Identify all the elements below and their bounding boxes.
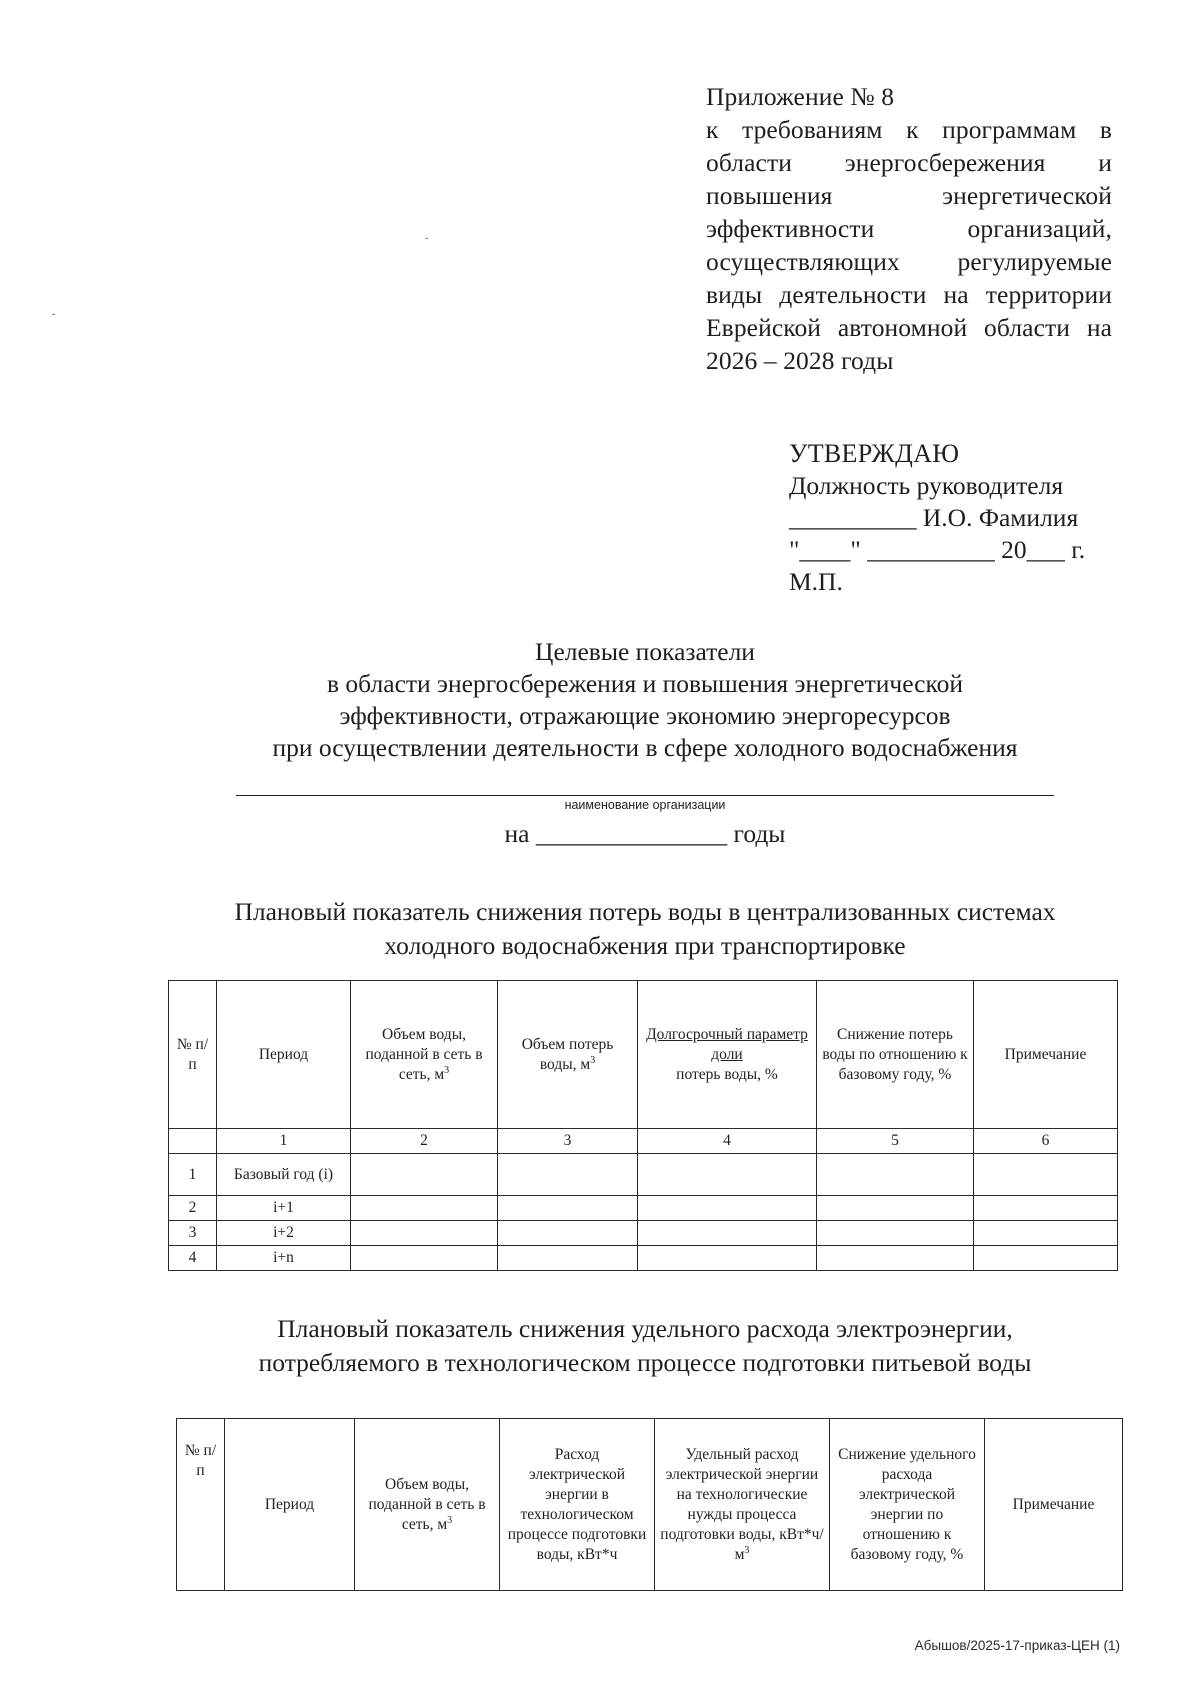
table-row (169, 1196, 1118, 1221)
cell-losses (498, 1221, 638, 1246)
table1-column-numbers-row (169, 1129, 1118, 1154)
organization-name-line (236, 795, 1054, 796)
cell-reduction (817, 1221, 974, 1246)
cell-losses (498, 1246, 638, 1271)
table1-header-losses: Объем потерь воды, $м^3$ (498, 981, 638, 1129)
table1-colnum: 3 (498, 1129, 638, 1154)
table-row (169, 1154, 1118, 1196)
cell-volume (351, 1246, 498, 1271)
row-num: 3 (169, 1221, 217, 1246)
approval-heading: УТВЕРЖДАЮ (789, 439, 960, 468)
table1-colnum: 1 (217, 1129, 351, 1154)
document-footer-id: Абышов/2025-17-приказ-ЦЕН (1) (914, 1638, 1120, 1653)
scan-speck (52, 314, 55, 315)
document-title-line: в области энергосбережения и повышения энергетической (327, 669, 963, 698)
table2-header-num: № п/п (177, 1419, 225, 1591)
table2-header-volume-text: Объем воды, поданной в сеть в сеть, м (368, 1475, 486, 1533)
electricity-consumption-table (176, 1418, 1123, 1591)
appendix-block (706, 80, 1112, 377)
table1-header-losses-text: Объем потерь воды, м (521, 1035, 614, 1073)
cell-longterm (638, 1154, 817, 1196)
cell-longterm (638, 1196, 817, 1221)
row-period: i+2 (217, 1221, 351, 1246)
table1-colnum: 2 (351, 1129, 498, 1154)
table2-header-note: Примечание (985, 1419, 1123, 1591)
water-losses-table (168, 980, 1118, 1271)
table1-header-longterm-underlined: Долгосрочный параметр доли (646, 1025, 808, 1063)
cell-volume (351, 1221, 498, 1246)
document-title-line: Целевые показатели (535, 637, 755, 666)
cell-longterm (638, 1221, 817, 1246)
table2-header-reduction: Снижение удельного расхода электрической энергии по отношению к базовому году, % (830, 1419, 985, 1591)
table2-header-row (177, 1419, 1123, 1591)
cell-note (974, 1246, 1118, 1271)
approval-block (789, 438, 1085, 598)
table-row (169, 1246, 1118, 1271)
table2-title (150, 1312, 1140, 1380)
table2-title-line: Плановый показатель снижения удельного расхода электроэнергии, (277, 1314, 1013, 1343)
table-row (169, 1221, 1118, 1246)
document-title (150, 636, 1140, 764)
appendix-title: Приложение № 8 (706, 82, 895, 111)
appendix-text: к требованиям к программам в области энергосбережения и повышения энергетической эффективности организаций, осуществляющих регулируемые виды деятельности на территории Еврейской автономной области на 2026 – 2028 годы (706, 115, 1112, 375)
cell-losses (498, 1196, 638, 1221)
table1-colnum-empty (169, 1129, 217, 1154)
scan-speck (425, 238, 428, 239)
table2-header-period: Период (225, 1419, 355, 1591)
cell-longterm (638, 1246, 817, 1271)
cell-note (974, 1196, 1118, 1221)
cell-note (974, 1154, 1118, 1196)
table2-header-specific-text: Удельный расход электрической энергии на технологические нужды процесса подготовки воды, кВт*ч/м (660, 1445, 824, 1563)
table2-header-specific: Удельный расход электрической энергии на технологические нужды процесса подготовки воды, $кВт*ч/м^3$ (655, 1419, 830, 1591)
table1-header-num: № п/п (169, 981, 217, 1129)
table2-title-line: потребляемого в технологическом процессе подготовки питьевой воды (258, 1348, 1032, 1377)
approval-signature-line: __________ И.О. Фамилия (789, 503, 1079, 532)
table1-header-row (169, 981, 1118, 1129)
table1-header-volume-text: Объем воды, поданной в сеть в сеть, м (365, 1025, 483, 1083)
row-num: 1 (169, 1154, 217, 1196)
table1-title-line: холодного водоснабжения при транспортировке (384, 931, 906, 960)
row-num: 2 (169, 1196, 217, 1221)
table1-header-period: Период (217, 981, 351, 1129)
table1-header-reduction: Снижение потерь воды по отношению к базовому году, % (817, 981, 974, 1129)
cell-losses (498, 1154, 638, 1196)
cell-reduction (817, 1196, 974, 1221)
row-period: Базовый год (i) (217, 1154, 351, 1196)
row-num: 4 (169, 1246, 217, 1271)
cell-note (974, 1221, 1118, 1246)
row-period: i+n (217, 1246, 351, 1271)
table1-colnum: 4 (638, 1129, 817, 1154)
table1-header-longterm (638, 981, 817, 1129)
row-period: i+1 (217, 1196, 351, 1221)
cell-reduction (817, 1246, 974, 1271)
table1-header-note: Примечание (974, 981, 1118, 1129)
table1-colnum: 5 (817, 1129, 974, 1154)
table2-header-consumption: Расход электрической энергии в технологическом процессе подготовки воды, кВт*ч (500, 1419, 655, 1591)
table1-title (150, 895, 1140, 963)
table1-header-volume: Объем воды, поданной в сеть в сеть, $м^3$ (351, 981, 498, 1129)
organization-name-caption: наименование организации (564, 798, 726, 812)
years-line: на _______________ годы (504, 819, 786, 848)
document-title-line: при осуществлении деятельности в сфере холодного водоснабжения (272, 733, 1018, 762)
table1-header-longterm-rest: потерь воды, % (676, 1065, 778, 1083)
approval-date-line: "____" __________ 20___ г. (789, 535, 1086, 564)
approval-position: Должность руководителя (789, 471, 1064, 500)
cell-reduction (817, 1154, 974, 1196)
approval-stamp: М.П. (789, 567, 843, 596)
table2-header-volume: Объем воды, поданной в сеть в сеть, $м^3$ (355, 1419, 500, 1591)
document-title-line: эффективности, отражающие экономию энергоресурсов (339, 701, 951, 730)
cell-volume (351, 1196, 498, 1221)
table1-colnum: 6 (974, 1129, 1118, 1154)
table1-title-line: Плановый показатель снижения потерь воды в централизованных системах (234, 897, 1056, 926)
cell-volume (351, 1154, 498, 1196)
